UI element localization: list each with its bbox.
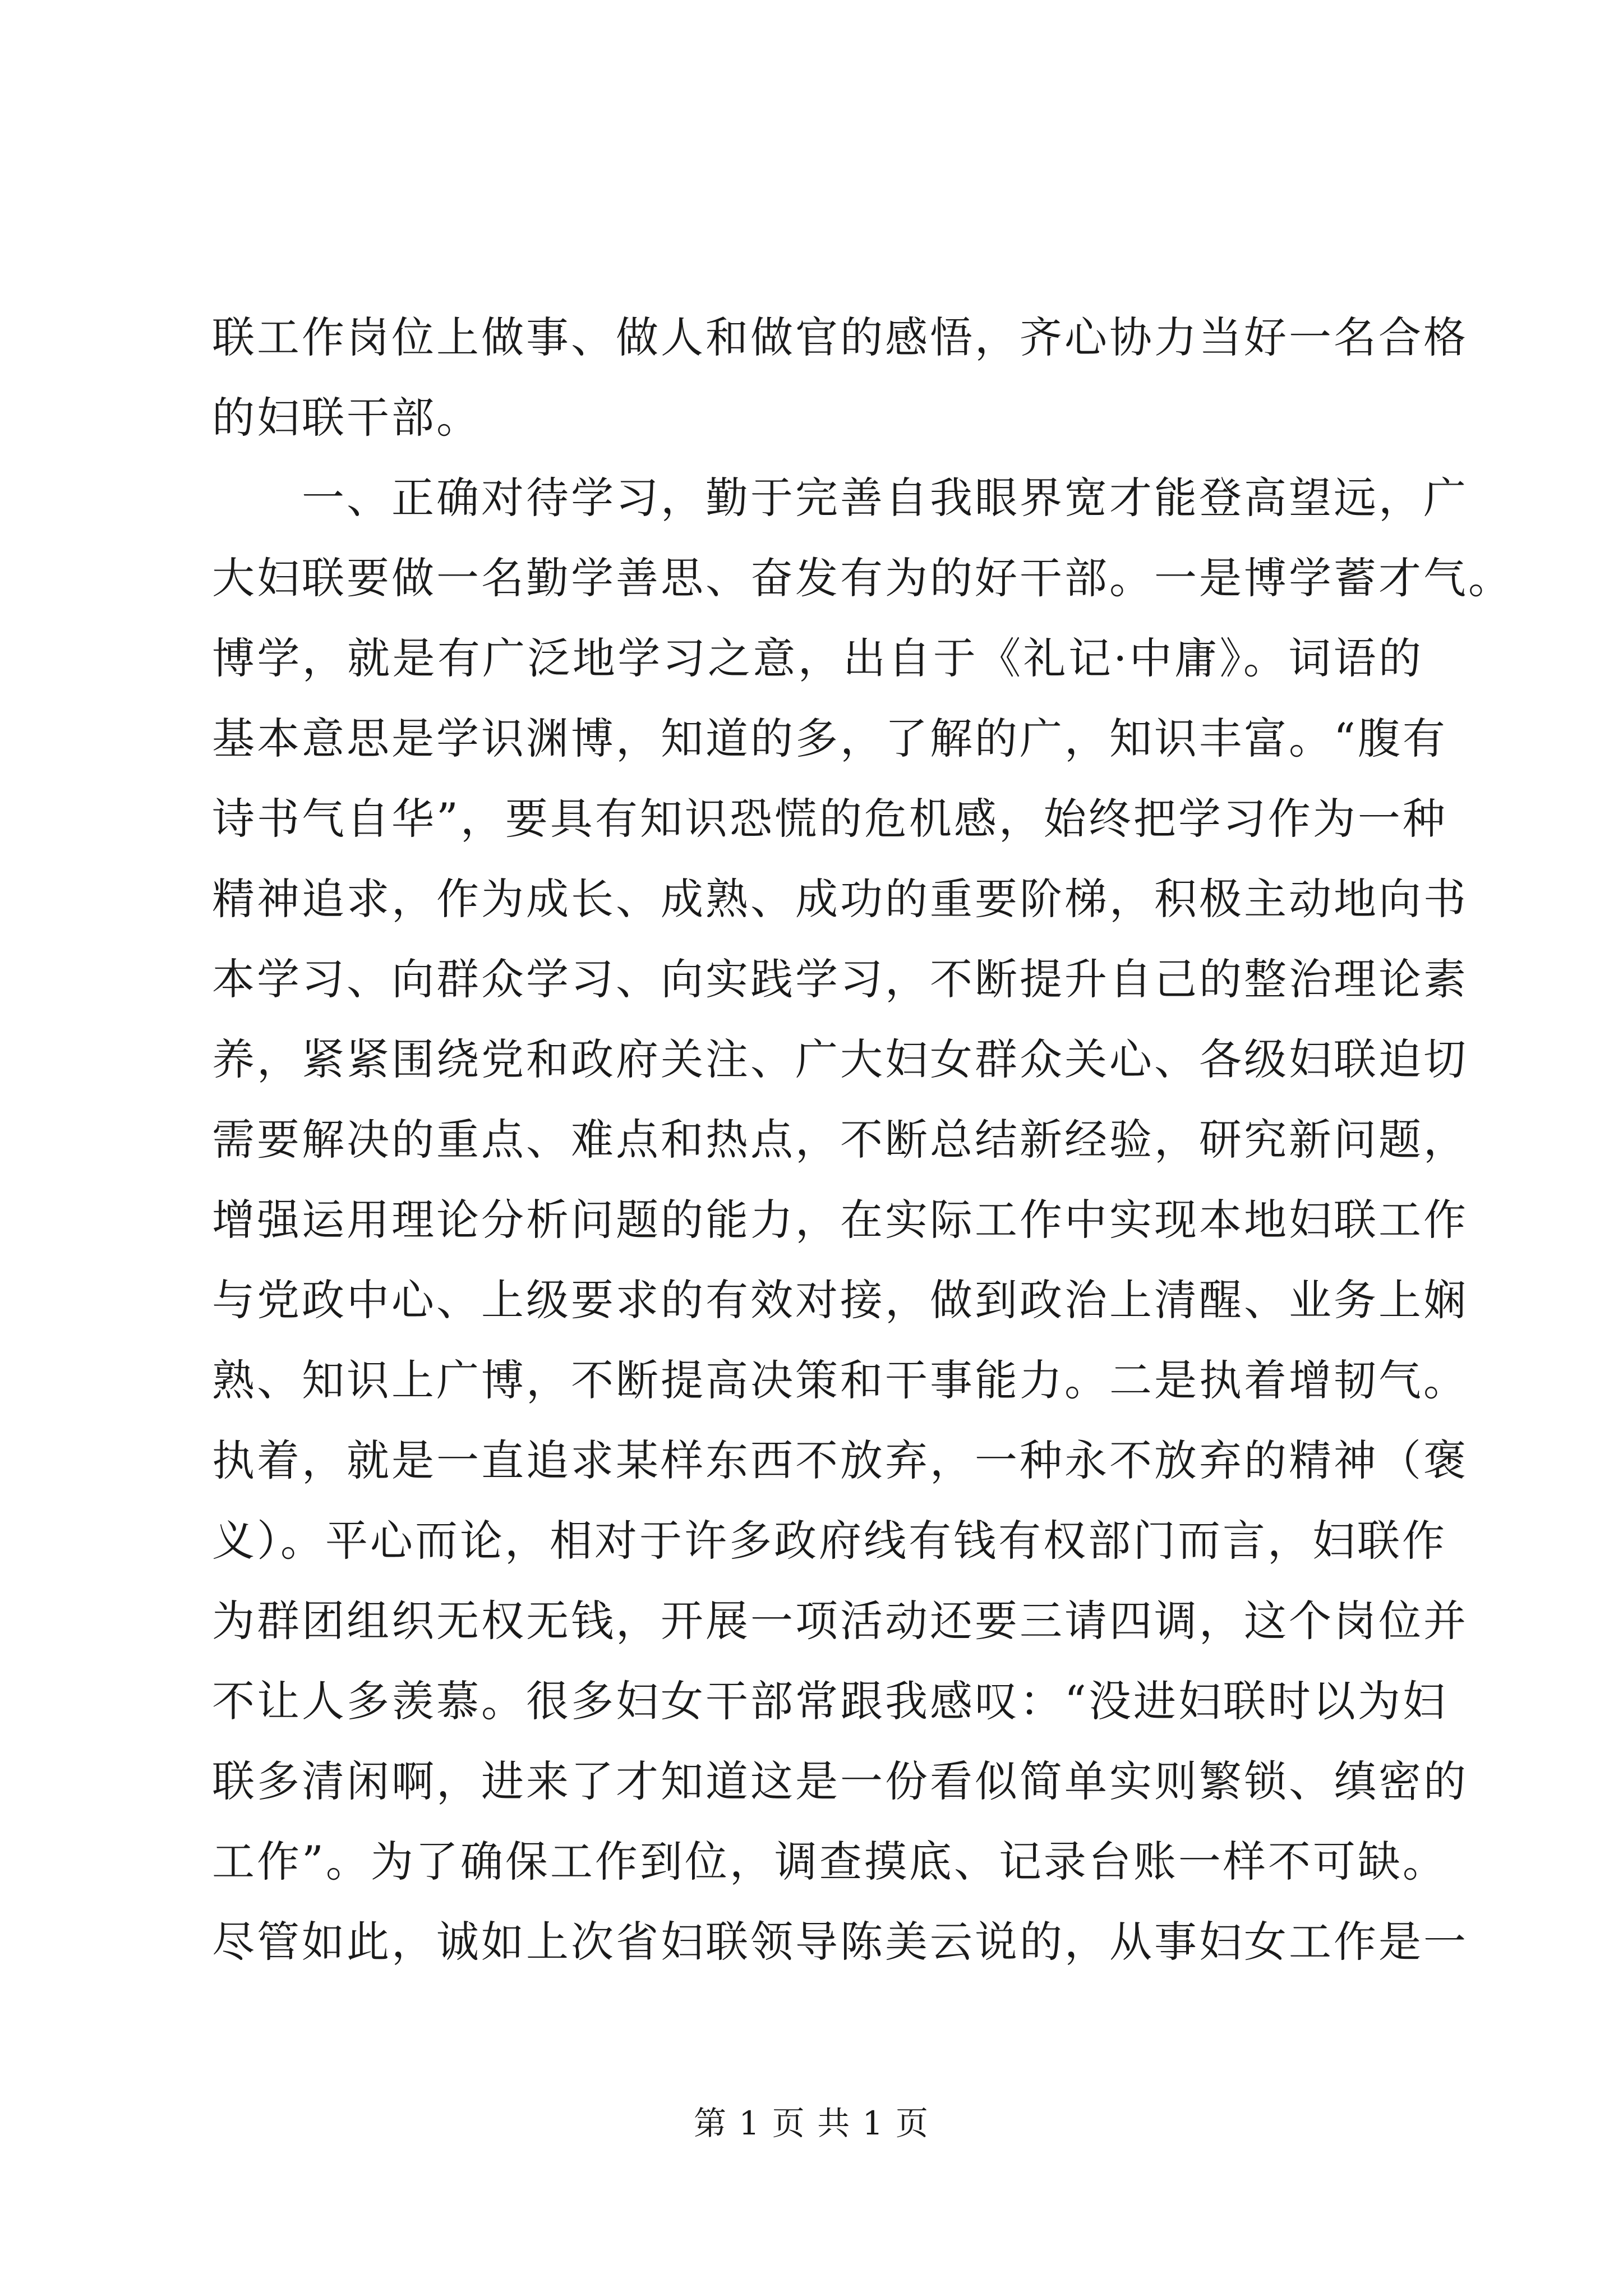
document-body <box>212 297 1513 1982</box>
text-line: 不让人多羡慕。很多妇女干部常跟我感叹：“没进妇联时以为妇 <box>212 1676 1447 1726</box>
page-footer <box>0 2101 1623 2146</box>
text-line: 精神追求，作为成长、成熟、成功的重要阶梯，积极主动地向书 <box>212 874 1468 924</box>
text-line: 尽管如此，诚如上次省妇联领导陈美云说的，从事妇女工作是一 <box>212 1917 1468 1967</box>
text-line: 熟、知识上广博，不断提高决策和干事能力。二是执着增韧气。 <box>212 1355 1468 1405</box>
page-number-label: 第 1 页 共 1 页 <box>694 2104 929 2142</box>
text-line: 的妇联干部。 <box>212 393 481 443</box>
text-line: 养，紧紧围绕党和政府关注、广大妇女群众关心、各级妇联迫切 <box>212 1034 1468 1084</box>
text-line: 一、正确对待学习，勤于完善自我眼界宽才能登高望远，广 <box>212 473 1468 523</box>
text-line: 执着，就是一直追求某样东西不放弃，一种永不放弃的精神（褒 <box>212 1435 1468 1485</box>
text-line: 为群团组织无权无钱，开展一项活动还要三请四调，这个岗位并 <box>212 1596 1468 1646</box>
text-line: 义）。平心而论，相对于许多政府线有钱有权部门而言，妇联作 <box>212 1516 1447 1566</box>
text-line: 大妇联要做一名勤学善思、奋发有为的好干部。一是博学蓄才气。 <box>212 553 1513 603</box>
text-line: 联多清闲啊，进来了才知道这是一份看似简单实则繁锁、缜密的 <box>212 1756 1468 1806</box>
text-line: 本学习、向群众学习、向实践学习，不断提升自己的整治理论素 <box>212 954 1468 1004</box>
text-line: 需要解决的重点、难点和热点，不断总结新经验，研究新问题， <box>212 1115 1468 1165</box>
text-line: 增强运用理论分析问题的能力，在实际工作中实现本地妇联工作 <box>212 1195 1468 1245</box>
text-line: 博学，就是有广泛地学习之意，出自于《礼记·中庸》。词语的 <box>212 633 1423 683</box>
text-line: 与党政中心、上级要求的有效对接，做到政治上清醒、业务上娴 <box>212 1275 1468 1325</box>
text-line: 联工作岗位上做事、做人和做官的感悟，齐心协力当好一名合格 <box>212 312 1468 362</box>
text-line: 工作”。为了确保工作到位，调查摸底、记录台账一样不可缺。 <box>212 1837 1447 1887</box>
text-line: 诗书气自华”，要具有知识恐慌的危机感，始终把学习作为一种 <box>212 794 1447 844</box>
text-line: 基本意思是学识渊博，知道的多，了解的广，知识丰富。“腹有 <box>212 714 1447 763</box>
